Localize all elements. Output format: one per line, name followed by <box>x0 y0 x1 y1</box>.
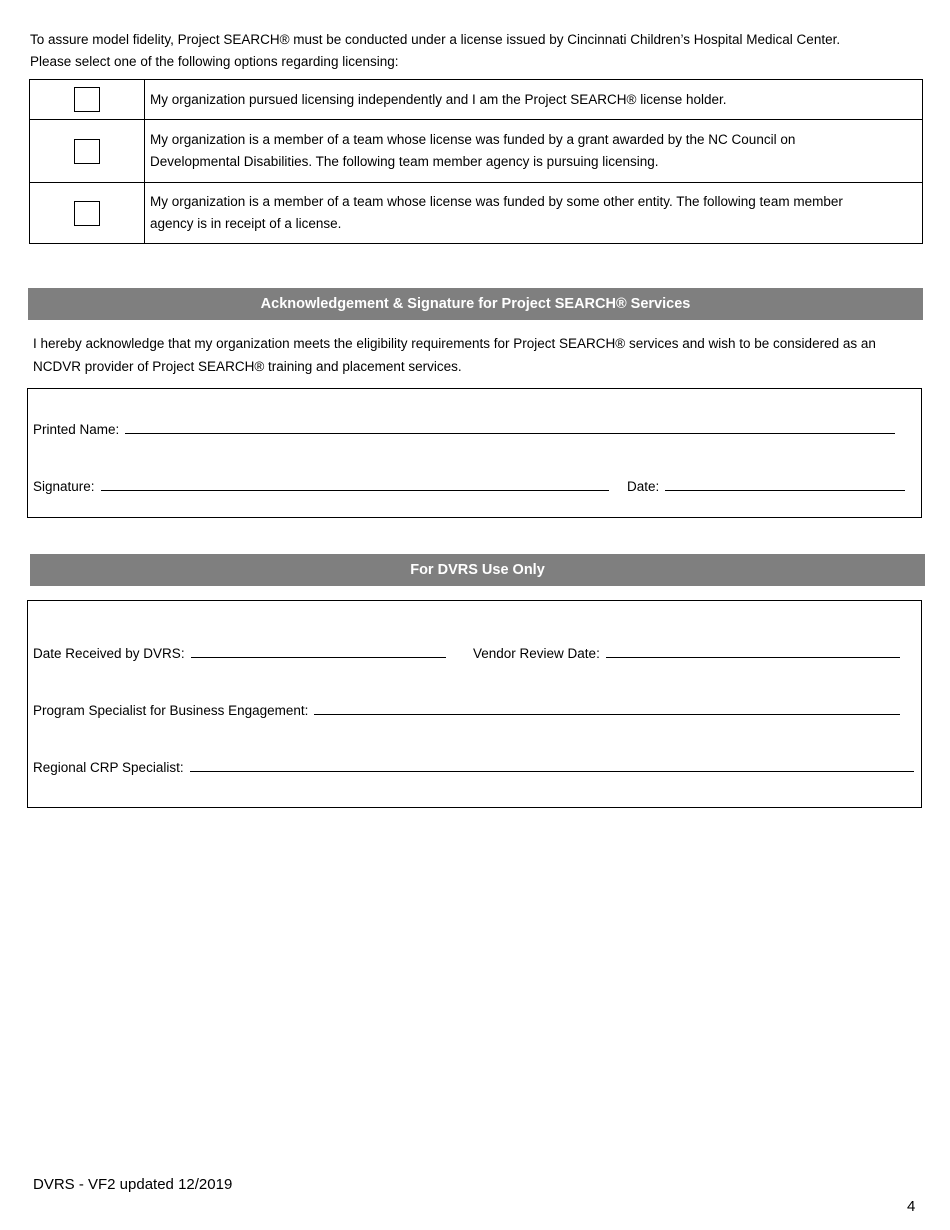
licensing-option-row <box>30 183 923 244</box>
form-id-footer: DVRS - VF2 updated 12/2019 <box>33 1176 233 1193</box>
acknowledgement-text-line-2: NCDVR provider of Project SEARCH® training and placement services. <box>33 359 462 374</box>
licensing-option-2-checkbox[interactable] <box>74 139 100 164</box>
licensing-intro <box>30 29 930 73</box>
regional-crp-label: Regional CRP Specialist: <box>33 760 184 775</box>
signature-label: Signature: <box>33 479 95 494</box>
program-specialist-field <box>33 702 900 718</box>
licensing-options-table <box>29 79 923 244</box>
licensing-option-row <box>30 80 923 120</box>
licensing-option-3-checkbox[interactable] <box>74 201 100 226</box>
signature-field <box>33 478 609 494</box>
vendor-review-label: Vendor Review Date: <box>473 646 600 661</box>
date-label: Date: <box>627 479 660 494</box>
date-input[interactable] <box>665 478 905 491</box>
acknowledgement-text-line-1: I hereby acknowledge that my organization meets the eligibility requirements for Project SEARCH® services and wish to be considered as an <box>33 336 876 351</box>
vendor-review-input[interactable] <box>606 645 900 658</box>
date-received-label: Date Received by DVRS: <box>33 646 185 661</box>
date-received-input[interactable] <box>191 645 446 658</box>
intro-line-1: To assure model fidelity, Project SEARCH® must be conducted under a license issued by Cincinnati Children’s Hospital Medical Center. <box>30 32 841 47</box>
regional-crp-field <box>33 759 914 775</box>
vendor-review-field <box>473 645 900 661</box>
printed-name-label: Printed Name: <box>33 422 120 437</box>
signature-input[interactable] <box>101 478 609 491</box>
signature-box <box>27 388 922 518</box>
licensing-option-3-text-line-1: My organization is a member of a team whose license was funded by some other entity. The following team member <box>150 194 843 209</box>
printed-name-input[interactable] <box>125 421 895 434</box>
page-number: 4 <box>907 1198 916 1215</box>
licensing-option-2-text-line-1: My organization is a member of a team whose license was funded by a grant awarded by the NC Council on <box>150 132 796 147</box>
licensing-option-1-text: My organization pursued licensing independently and I am the Project SEARCH® license holder. <box>150 91 727 107</box>
acknowledgement-heading: Acknowledgement & Signature for Project SEARCH® Services <box>28 288 923 320</box>
intro-line-2: Please select one of the following options regarding licensing: <box>30 54 399 69</box>
date-field <box>627 478 905 494</box>
dvrs-use-heading: For DVRS Use Only <box>30 554 925 586</box>
regional-crp-input[interactable] <box>190 759 914 772</box>
dvrs-use-box <box>27 600 922 808</box>
program-specialist-label: Program Specialist for Business Engagement: <box>33 703 309 718</box>
licensing-option-2-text-line-2: Developmental Disabilities. The following team member agency is pursuing licensing. <box>150 154 659 169</box>
licensing-option-row <box>30 120 923 183</box>
licensing-option-3-text-line-2: agency is in receipt of a license. <box>150 216 342 231</box>
licensing-option-1-checkbox[interactable] <box>74 87 100 112</box>
program-specialist-input[interactable] <box>314 702 900 715</box>
date-received-field <box>33 645 446 661</box>
printed-name-field <box>33 421 895 437</box>
acknowledgement-text <box>33 332 928 378</box>
